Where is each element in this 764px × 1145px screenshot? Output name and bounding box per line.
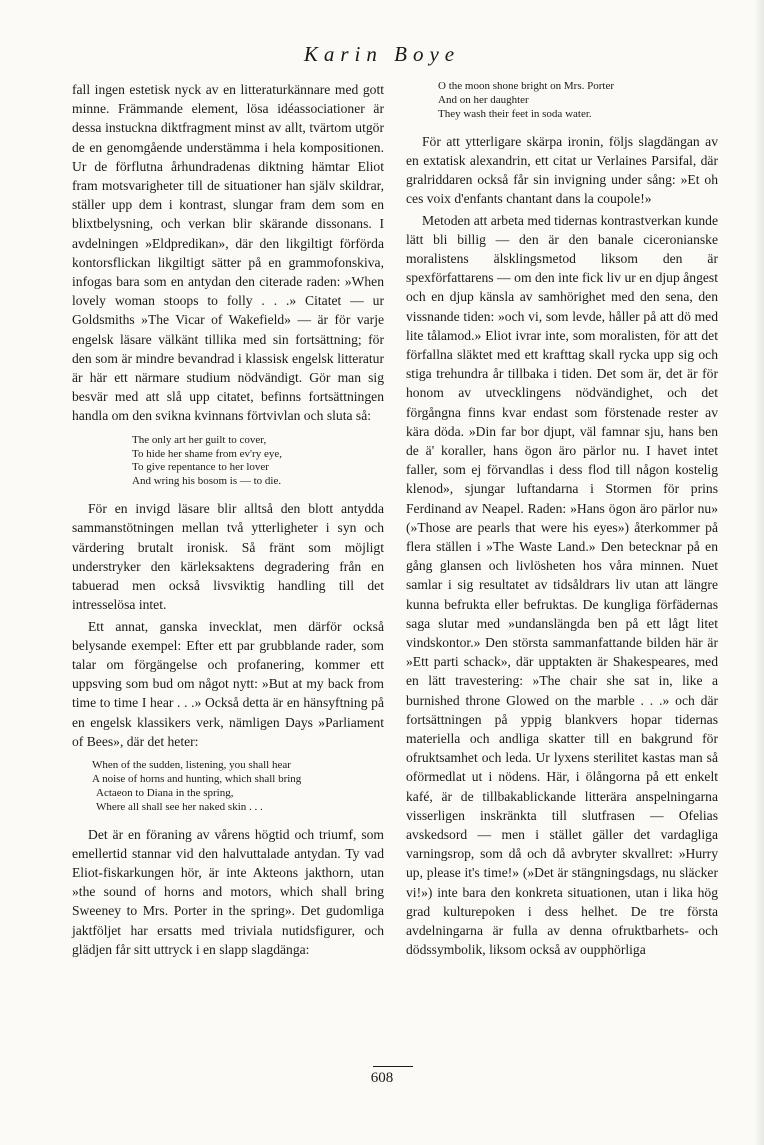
paragraph: fall ingen estetisk nyck av en litteraturkännare med gott minne. Främmande element, lösa idéassociationer är dessa instuckna diktfragment minst av allt, tvärtom utgör de en genomgående understämma i hela kompositionen. Ur de förflutna århundradenas diktning hämtar Eliot fram motsvarigheter till de situationer han själv skildrar, ställer upp dem i kontrast, slungar fram dem som en blixtbelysning, och verkan blir skärande dissonans. I avdelningen »Eldpredikan», där den likgiltigt förförda kontorsflickan likgiltigt sätter på en grammofonskiva, infogas bara som en antydan den citerade raden: »When lovely woman stoops to folly . . .» Citatet — ur Goldsmiths »The Vicar of Wakefield» — är för varje engelsk läsare välkänt tillika med sin fortsättning; för den som är mindre bevandrad i klassisk engelsk litteratur är här ett närmare studium nödvändigt. Gör man sig besvär med att slå upp citatet, befinns fortsättningen handla om den svikna kvinnans förtvivlan och sluta så: — [72, 82, 384, 424]
verse-line: And wring his bosom is — to die. — [132, 475, 282, 488]
verse-line: To hide her shame from ev'ry eye, — [132, 447, 282, 460]
left-column — [72, 80, 384, 961]
verse-line: To give repentance to her lover — [132, 461, 269, 474]
page-edge-shadow — [754, 0, 764, 1145]
paragraph: Ett annat, ganska invecklat, men därför också belysande exempel: Efter ett par grubblande rader, som talar om förgängelse och profanering, kommer ett uppsving som bud om något nytt: »But at my back from time to time I hear . . .» Också detta är en hänsyftning på en engelsk klassikers verk, nämligen Days »Parliament of Bees», där det heter: — [72, 618, 384, 749]
paragraph: För att ytterligare skärpa ironin, följs slagdängan av en extatisk alexandrin, ett citat ur Verlaines Parsifal, där gralriddaren också får sin invigning under sång: »Et oh ces voix d'enfants chantant dans la coupole!» — [406, 133, 718, 207]
page-number: 608 — [370, 1070, 394, 1086]
verse-quote — [72, 434, 384, 490]
verse-line: O the moon shone bright on Mrs. Porter — [438, 80, 614, 92]
verse-line: The only art her guilt to cover, — [132, 433, 267, 446]
paragraph: Det är en föraning av vårens högtid och triumf, som emellertid stannar vid den halvuttalade antydan. Ty vad Eliot-fiskarkungen hör, är inte Akteons jakthorn, utan »the sound of horns and motors, which shall bring Sweeney to Mrs. Porter in the spring». Det gudomliga jaktföljet har ersatts med triviala nutidsfigurer, och glädjen får sitt uttryck i en slapp slagdänga: — [72, 826, 384, 957]
verse-quote — [406, 80, 718, 122]
verse-line: And on her daughter — [438, 93, 529, 106]
paragraph: För en invigd läsare blir alltså den blott antydda sammanstötningen mellan två ytterligheter i syn och värdering brutalt ironisk. Så fränt som möjligt understryker den kärleksaktens degradering från en tabuerad men också livsviktig handling till det intresselösa intet. — [72, 501, 384, 613]
verse-quote — [72, 759, 384, 815]
page-number-rule — [373, 1066, 413, 1067]
verse-line: A noise of horns and hunting, which shall bring — [92, 772, 302, 785]
paragraph: Metoden att arbeta med tidernas kontrastverkan kunde lätt bli billig — den är den banale ciceronianske moralistens älsklingsmetod liksom den är spexförfattarens — om den inte fick liv ur en djup ångest och en djup känsla av samhörighet med den sena, den vissnande tiden: »och vi, som levde, håller på att dö med lite tålamod.» Eliot ivrar inte, som moralisten, för att det förfallna släktet med ett krafttag skall rycka upp sig och stiga trehundra år tillbaka i tiden. Det som är, det är för honom av utvecklingens nödvändighet, och det förgångna finns kvar endast som förstenade rester av kära döda. »Din far bor djupt, väl famnar sju, hans ben de ä' koraller, hans ögon äro pärlor nu. I havet intet faller, som ej förvandlas i dess flod till någon kostelig klenod», sjungar luftandarna i Stormen för prins Ferdinand av Neapel. Raden: »Hans ögon äro pärlor nu» (»Those are pearls that were his eyes») återkommer på flera ställen i »The Waste Land.» Den betecknar på en gång glansen och livlösheten hos våra minnen. Nuet samlar i sig resultatet av tidsåldrars liv utan att längre kunna befrukta eller befruktas. De kungliga förfädernas saga slutar med »undanslängda ben på ett lågt litet vindskontor.» Den största sammanfattande bilden här är »Ett parti schack», där upptakten är Shakespeares, med en lätt travestering: »The chair she sat in, like a burnished throne Glowed on the marble . . .» och där fortsättningen på yppig blankvers hopar tidernas materiella och andliga skatter till en bakgrund för ofruktsamhet och leda. Ur lyxens sterilitet kastas man så oförmedlat ut i nödens. Här, i ölångorna på ett enkelt kafé, är de tillbakablickande litterära anspelningarna visserligen inskränkta till slutfrasen — Ofelias avskedsord — men i stället gäller det vardagliga varningsrop, som då och då avbryter skvallret: »Hurry up, please it's time!» (»Det är stängningsdags, nu släcker vi!») inte bara den konkreta situationen, utan i lika hög grad kulturepoken i dess helhet. De tre första avdelningarna är fulla av denna ofruktbarhets- och dödssymbolik, liksom också av oupphörliga — [406, 212, 718, 958]
right-column — [406, 80, 718, 961]
verse-line: Where all shall see her naked skin . . . — [96, 800, 263, 813]
running-head: Karin Boye — [303, 42, 461, 66]
verse-line: When of the sudden, listening, you shall hear — [92, 758, 291, 771]
verse-line: They wash their feet in soda water. — [438, 107, 592, 120]
verse-line: Actaeon to Diana in the spring, — [96, 786, 234, 799]
